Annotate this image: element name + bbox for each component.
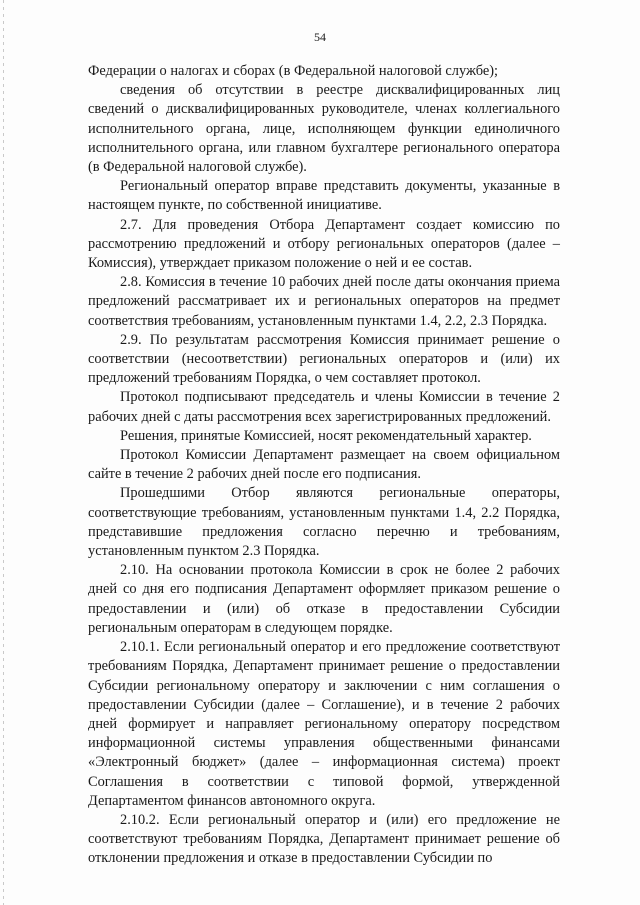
scan-edge-line [3, 0, 4, 905]
paragraph-2: сведения об отсутствии в реестре дисквалифицированных лиц сведений о дисквалифицированных руководителе, членах коллегиального исполнительного органа, лице, исполняющем функции единоличного исполнительного органа, или главном бухгалтере регионального оператора (в Федеральной налоговой службе). [88, 82, 560, 176]
paragraph-2-10-1: 2.10.1. Если региональный оператор и его предложение соответствуют требованиям Порядка, Департамент принимает решение о предоставлении Субсидии региональному оператору и заключении с ним соглашения о предоставлении Субсидии (далее – Соглашение), и в течение 2 рабочих дней формирует и направляет региональному оператору посредством информационной системы управления общественными финансами «Электронный бюджет» (далее – информационная система) проект Соглашения в соответствии с типовой формой, утвержденной Департаментом финансов автономного округа. [88, 639, 560, 809]
paragraph-recommendations: Решения, принятые Комиссией, носят рекомендательный характер. [120, 427, 532, 444]
paragraph-2-7: 2.7. Для проведения Отбора Департамент создает комиссию по рассмотрению предложений и отбору региональных операторов (далее – Комиссия), утверждает приказом положение о ней и ее состав. [88, 216, 560, 272]
paragraph-2-10-2: 2.10.2. Если региональный оператор и (или) его предложение не соответствуют требованиям Порядка, Департамент принимает решение об отклонении предложения и отказе в предоставлении Субсидии по [88, 811, 560, 867]
paragraph-1: Федерации о налогах и сборах (в Федеральной налоговой службе); [88, 63, 499, 79]
paragraph-selection-passed: Прошедшими Отбор являются региональные операторы, соответствующие требованиям, установленным пунктами 1.4, 2.2 Порядка, представившие предложения согласно перечню и требованиям, установленным пунктом 2.3 Порядка. [88, 485, 560, 560]
paragraph-2-8: 2.8. Комиссия в течение 10 рабочих дней после даты окончания приема предложений рассматривает их и региональных операторов на предмет соответствия требованиям, установленным пунктами 1.4, 2.2, 2.3 Порядка. [88, 274, 560, 329]
paragraph-2-9: 2.9. По результатам рассмотрения Комиссия принимает решение о соответствии (несоответствии) региональных операторов и (или) их предложений требованиям Порядка, о чем составляет протокол. [88, 331, 560, 387]
document-body [88, 62, 560, 869]
page-number: 54 [314, 30, 326, 44]
paragraph-3: Региональный оператор вправе представить документы, указанные в настоящем пункте, по собственной инициативе. [88, 178, 560, 214]
paragraph-protocol-publication: Протокол Комиссии Департамент размещает на своем официальном сайте в течение 2 рабочих дней после его подписания. [88, 447, 560, 483]
paragraph-protocol-signing: Протокол подписывают председатель и члены Комиссии в течение 2 рабочих дней с даты рассмотрения всех зарегистрированных предложений. [88, 389, 560, 425]
paragraph-2-10: 2.10. На основании протокола Комиссии в срок не более 2 рабочих дней со дня его подписания Департамент оформляет приказом решение о предоставлении и (или) об отказе в предоставлении Субсидии региональным операторам в следующем порядке. [88, 562, 560, 636]
